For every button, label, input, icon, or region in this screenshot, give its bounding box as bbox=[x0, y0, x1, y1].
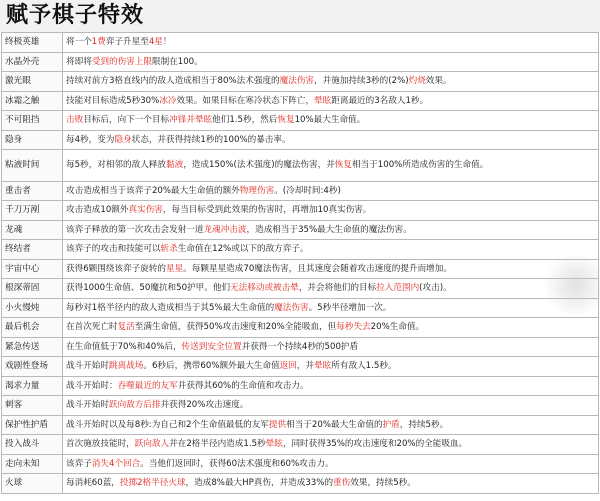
description-text: 获得1000生命值、50魔抗和50护甲。他们 bbox=[66, 283, 231, 293]
description-text: 。(冷却时间:4秒) bbox=[274, 185, 341, 196]
effect-name: 最后机会 bbox=[2, 318, 63, 338]
table-row bbox=[2, 91, 599, 111]
description-text: 。当他们返回时，获得60法术强度和60%攻击力。 bbox=[140, 458, 334, 469]
effect-description bbox=[63, 111, 599, 131]
effect-description bbox=[63, 396, 599, 416]
highlight-text: 晕眩 bbox=[265, 439, 283, 449]
description-text: 获得6颗围绕该弈子旋转的 bbox=[66, 263, 166, 274]
table-row bbox=[2, 33, 599, 53]
highlight-text: 恢复 bbox=[277, 115, 295, 125]
highlight-text: 冲锋并晕眩 bbox=[169, 115, 213, 125]
description-text: 状态，并获得持续1秒的100%的暴击率。 bbox=[131, 134, 291, 145]
table-row bbox=[2, 435, 599, 455]
description-text: (攻击)。 bbox=[419, 283, 452, 293]
table-row bbox=[2, 181, 599, 201]
table-row bbox=[2, 201, 599, 221]
effect-name: 走向未知 bbox=[2, 454, 63, 474]
effect-name: 紧急传送 bbox=[2, 337, 63, 357]
effect-name: 激光眼 bbox=[2, 72, 63, 92]
effect-name: 渴求力量 bbox=[2, 376, 63, 396]
description-text: 每秒对1格半径内的敌人造成相当于其5%最大生命值的 bbox=[66, 302, 275, 313]
highlight-text: 物理伤害 bbox=[239, 185, 275, 196]
effects-table-body bbox=[2, 33, 599, 494]
description-text: 10%最大生命值。 bbox=[294, 115, 366, 125]
highlight-text: 星星 bbox=[166, 263, 184, 274]
table-row bbox=[2, 337, 599, 357]
highlight-text: 冰冷 bbox=[159, 95, 177, 106]
table-row bbox=[2, 357, 599, 377]
description-text: ，并会将他们的目标 bbox=[298, 283, 377, 293]
effect-name: 隐身 bbox=[2, 130, 63, 150]
table-row bbox=[2, 52, 599, 72]
highlight-text: 每秒失去 bbox=[336, 322, 371, 332]
description-text: ，每当目标受到此效果的伤害时，再增加10真实伤害。 bbox=[162, 205, 372, 215]
description-text: 战斗开始时 bbox=[66, 400, 109, 410]
effect-description bbox=[63, 318, 599, 338]
effect-name: 不可阻挡 bbox=[2, 111, 63, 131]
description-text: 该弈子释放的第一次攻击会发射一道 bbox=[66, 224, 204, 235]
table-row bbox=[2, 298, 599, 318]
description-text: 20%生命值。 bbox=[370, 322, 425, 332]
highlight-text: 投掷2格半径火球 bbox=[119, 478, 186, 488]
effect-name: 保护性护盾 bbox=[2, 415, 63, 435]
description-text: 距离最近的3名敌人1秒。 bbox=[331, 95, 429, 106]
description-text: 技能对目标造成5秒30% bbox=[66, 95, 160, 106]
description-text: 至满生命值，获得50%攻击速度和20%全能吸血，但 bbox=[134, 322, 337, 332]
table-row bbox=[2, 220, 599, 240]
table-row bbox=[2, 150, 599, 182]
highlight-text: 无法移动或被击晕 bbox=[230, 283, 299, 293]
highlight-text: 魔法伤害 bbox=[279, 76, 315, 86]
description-text: 并在2格半径内造成1.5秒 bbox=[169, 439, 266, 449]
highlight-text: 1费 bbox=[91, 37, 106, 47]
effect-description bbox=[63, 454, 599, 474]
table-row bbox=[2, 474, 599, 494]
description-text: 在生命值低于70%和40%后， bbox=[66, 341, 182, 352]
effect-name: 根深蒂固 bbox=[2, 279, 63, 299]
highlight-text: 跃向敌人 bbox=[134, 439, 170, 449]
effect-description bbox=[63, 130, 599, 150]
description-text: 该弈子 bbox=[66, 458, 92, 469]
description-text: ，持续5秒。 bbox=[399, 419, 449, 430]
highlight-text: 龙魂冲击波 bbox=[203, 224, 247, 235]
description-text: 并获得其60%的生命值和攻击力。 bbox=[177, 380, 309, 391]
highlight-text: 传送到安全位置 bbox=[181, 341, 242, 352]
effect-name: 龙魂 bbox=[2, 220, 63, 240]
effect-name: 终结者 bbox=[2, 240, 63, 260]
highlight-text: 真实伤害 bbox=[128, 205, 163, 215]
description-text: 目标后，向下一个目标 bbox=[83, 115, 170, 125]
description-text: 所有敌人1.5秒。 bbox=[331, 361, 397, 371]
description-text: 效果。 bbox=[425, 76, 452, 86]
highlight-text: 返回 bbox=[279, 361, 297, 371]
effect-description bbox=[63, 220, 599, 240]
description-text: 攻击造成10额外 bbox=[66, 205, 129, 215]
effects-table bbox=[1, 32, 599, 494]
description-text: 将一个 bbox=[66, 37, 92, 47]
effect-name: 宇宙中心 bbox=[2, 259, 63, 279]
description-text: 将即将 bbox=[66, 56, 92, 67]
highlight-text: 护盾 bbox=[382, 419, 400, 430]
highlight-text: 消失4个回合 bbox=[91, 458, 141, 469]
table-row bbox=[2, 376, 599, 396]
effect-description bbox=[63, 181, 599, 201]
description-text: ，同时获得35%的攻击速度和20%的全能吸血。 bbox=[282, 439, 468, 449]
description-text: 。6秒后，携带60%额外最大生命值 bbox=[143, 361, 280, 371]
effect-description bbox=[63, 298, 599, 318]
highlight-text: 吞噬最近的友军 bbox=[117, 380, 178, 391]
highlight-text: 晕眩 bbox=[314, 95, 332, 106]
description-text: 战斗开始时以及每8秒:为自己和2个生命值最低的友军 bbox=[66, 419, 269, 430]
highlight-text: 4星 bbox=[148, 37, 163, 47]
effect-name: 千刀万剐 bbox=[2, 201, 63, 221]
effect-description bbox=[63, 435, 599, 455]
effect-description bbox=[63, 72, 599, 92]
description-text: 效果。如果目标在寒冷状态下阵亡， bbox=[176, 95, 315, 106]
effect-name: 终极英雄 bbox=[2, 33, 63, 53]
effect-name: 小火慢炖 bbox=[2, 298, 63, 318]
table-row bbox=[2, 318, 599, 338]
highlight-text: 跳离战场 bbox=[108, 361, 144, 371]
description-text: ，造成150%(法术强度)的魔法伤害，并 bbox=[183, 160, 335, 170]
effect-description bbox=[63, 357, 599, 377]
effect-name: 火球 bbox=[2, 474, 63, 494]
table-row bbox=[2, 415, 599, 435]
table-row bbox=[2, 111, 599, 131]
description-text: 生命值在12%或以下的敌方弈子。 bbox=[177, 244, 309, 254]
highlight-text: 重伤 bbox=[333, 478, 351, 488]
highlight-text: 跃向敌方后排 bbox=[108, 400, 161, 410]
effect-description bbox=[63, 474, 599, 494]
effect-name: 冰霜之触 bbox=[2, 91, 63, 111]
effect-name: 重击者 bbox=[2, 181, 63, 201]
description-text: 相当于20%最大生命值的 bbox=[286, 419, 383, 430]
description-text: ，并 bbox=[296, 361, 315, 371]
highlight-text: 击败 bbox=[66, 115, 84, 125]
highlight-text: 隐身 bbox=[114, 134, 132, 145]
description-text: 。5秒半径增加一次。 bbox=[308, 302, 392, 313]
effect-description bbox=[63, 91, 599, 111]
effect-description bbox=[63, 52, 599, 72]
description-text: 他们1.5秒，然后 bbox=[212, 115, 278, 125]
table-row bbox=[2, 130, 599, 150]
description-text: 该弈子的攻击和技能可以 bbox=[66, 244, 161, 254]
description-text: 战斗开始时： bbox=[66, 380, 118, 391]
highlight-text: 魔法伤害 bbox=[274, 302, 309, 313]
effect-description bbox=[63, 201, 599, 221]
effect-description bbox=[63, 240, 599, 260]
description-text: ！ bbox=[162, 37, 172, 47]
highlight-text: 晕眩 bbox=[314, 361, 332, 371]
table-row bbox=[2, 259, 599, 279]
table-row bbox=[2, 72, 599, 92]
description-text: 在首次死亡时 bbox=[66, 322, 118, 332]
highlight-text: 恢复 bbox=[334, 160, 352, 170]
effect-description bbox=[63, 337, 599, 357]
description-text: 每消耗60蓝， bbox=[66, 478, 120, 488]
effect-description bbox=[63, 279, 599, 299]
effect-description bbox=[63, 150, 599, 182]
description-text: 持续对前方3格直线内的敌人造成相当于80%法术强度的 bbox=[66, 76, 280, 86]
highlight-text: 提供 bbox=[268, 419, 287, 430]
effect-name: 刺客 bbox=[2, 396, 63, 416]
description-text: ，造成8%最大HP真伤，并造成33%的 bbox=[185, 478, 334, 488]
effect-name: 水晶外壳 bbox=[2, 52, 63, 72]
highlight-text: 复活 bbox=[117, 322, 135, 332]
effect-description bbox=[63, 259, 599, 279]
description-text: ，造成相当于35%最大生命值的魔法伤害。 bbox=[246, 224, 412, 235]
table-row bbox=[2, 396, 599, 416]
page-title: 赋予棋子特效 bbox=[0, 0, 600, 32]
description-text: 并获得20%攻击速度。 bbox=[160, 400, 249, 410]
description-text: 限制在100。 bbox=[151, 56, 203, 67]
description-text: ，并施加持续3秒的(2%) bbox=[314, 76, 409, 86]
description-text: 相当于100%所造成伤害的生命值。 bbox=[352, 160, 489, 170]
highlight-text: 受到的伤害上限 bbox=[91, 56, 152, 67]
description-text: 每5秒，对相邻的敌人释放 bbox=[66, 160, 166, 170]
effect-description bbox=[63, 376, 599, 396]
description-text: 并获得一个持续4秒的500护盾 bbox=[241, 341, 359, 352]
effect-name: 粘液时间 bbox=[2, 150, 63, 182]
description-text: 效果，持续5秒。 bbox=[350, 478, 416, 488]
effect-name: 戏剧性登场 bbox=[2, 357, 63, 377]
highlight-text: 拉入范围内 bbox=[376, 283, 420, 293]
description-text: 战斗开始时 bbox=[66, 361, 109, 371]
effect-description bbox=[63, 33, 599, 53]
effect-description bbox=[63, 415, 599, 435]
table-row bbox=[2, 454, 599, 474]
highlight-text: 斩杀 bbox=[160, 244, 178, 254]
effect-name: 投入战斗 bbox=[2, 435, 63, 455]
table-row bbox=[2, 240, 599, 260]
description-text: 攻击造成相当于该弈子20%最大生命值的额外 bbox=[66, 185, 240, 196]
table-row bbox=[2, 279, 599, 299]
description-text: 每4秒，变为 bbox=[66, 134, 115, 145]
description-text: 首次施放技能时， bbox=[66, 439, 135, 449]
description-text: 弈子升星至 bbox=[105, 37, 149, 47]
highlight-text: 灼烧 bbox=[408, 76, 426, 86]
highlight-text: 黏液 bbox=[166, 160, 184, 170]
description-text: 。每颗星星造成70魔法伤害，且其速度会随着攻击速度的提升而增加。 bbox=[183, 263, 452, 274]
